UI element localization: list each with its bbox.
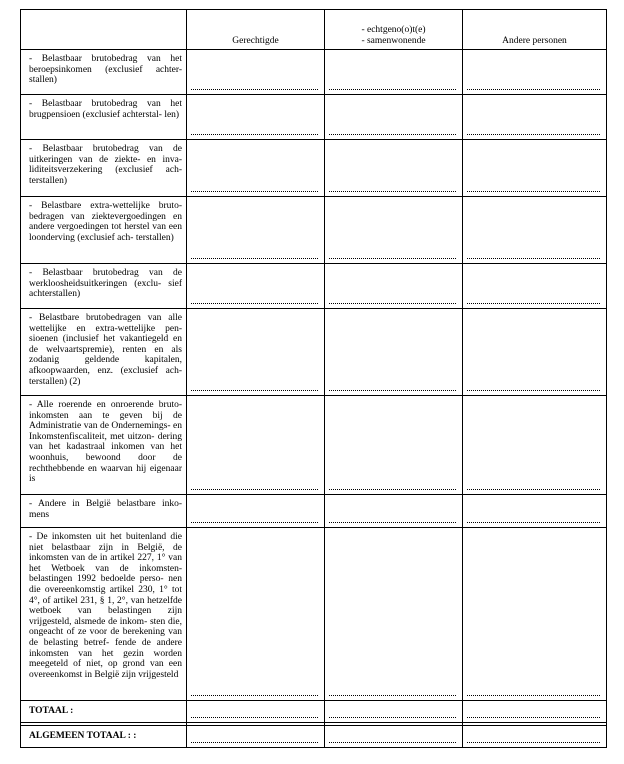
income-row-label: - Belastbaar brutobedrag van het beroepsinkomen (exclusief achter- stallen)	[21, 50, 187, 95]
totaal-row	[21, 701, 607, 723]
income-row-label: - Belastbaar brutobedrag van het brugpensioen (exclusief achterstal- len)	[21, 95, 187, 140]
dotted-line	[329, 521, 456, 523]
algemeen-totaal-gerechtigde-field[interactable]	[187, 726, 325, 748]
header-row	[21, 10, 607, 50]
amount-field-echtgenoot[interactable]	[325, 264, 463, 309]
income-row	[21, 140, 607, 197]
income-row-label: - Alle roerende en onroerende bruto- inkomsten aan te geven bij de Administratie van de Ondernemings- en Inkomstenfiscaliteit, met uitzon- dering van het kadastraal inkomen van het woonhuis, bewoond door de rechthebbende en waarvan hij eigenaar is	[21, 396, 187, 495]
header-gerechtigde-label: Gerechtigde	[232, 35, 279, 46]
dotted-line	[467, 488, 600, 490]
totaal-andere-field[interactable]	[463, 701, 607, 723]
amount-field-echtgenoot[interactable]	[325, 495, 463, 528]
income-row	[21, 495, 607, 528]
dotted-line	[329, 389, 456, 391]
dotted-line	[329, 257, 456, 259]
amount-field-gerechtigde[interactable]	[187, 495, 325, 528]
income-declaration-table	[20, 9, 607, 748]
header-empty-cell	[21, 10, 187, 50]
amount-field-andere[interactable]	[463, 140, 607, 197]
income-row-label: - De inkomsten uit het buitenland die niet belastbaar zijn in België, de inkomsten van de in artikel 227, 1° van het Wetboek van de inkomsten- belastingen 1992 bedoelde perso- nen die overeenkomstig artikel 230, 1° tot 4°, of artikel 231, § 1, 2°, van hetzelfde wetboek van belastingen zijn vrijgesteld, alsmede de inkom- sten die, ongeacht of ze voor de berekening van de belasting betref- fende de andere inkomsten van het gezin worden meegeteld of niet, op grond van een overeenkomst in België zijn vrijgesteld	[21, 528, 187, 701]
header-echtgenoot-label: - echtgeno(o)t(e)	[361, 25, 426, 35]
income-row-label: - Belastbaar brutobedrag van de uitkeringen van de ziekte- en inva- liditeitsverzekering (exclusief ach- terstallen)	[21, 140, 187, 197]
amount-field-andere[interactable]	[463, 495, 607, 528]
amount-field-gerechtigde[interactable]	[187, 140, 325, 197]
amount-field-andere[interactable]	[463, 50, 607, 95]
algemeen-totaal-andere-field[interactable]	[463, 726, 607, 748]
income-row	[21, 396, 607, 495]
dotted-line	[467, 302, 600, 304]
income-row	[21, 528, 607, 701]
dotted-line	[329, 88, 456, 90]
amount-field-gerechtigde[interactable]	[187, 50, 325, 95]
amount-field-andere[interactable]	[463, 197, 607, 264]
dotted-line	[329, 488, 456, 490]
income-row-label: - Belastbare extra-wettelijke bruto- bedragen van ziektevergoedingen en andere vergoedingen tot herstel van een loonderving (exclusief ach- terstallen)	[21, 197, 187, 264]
amount-field-gerechtigde[interactable]	[187, 95, 325, 140]
income-row	[21, 264, 607, 309]
income-row	[21, 309, 607, 396]
amount-field-echtgenoot[interactable]	[325, 396, 463, 495]
amount-field-echtgenoot[interactable]	[325, 197, 463, 264]
dotted-line	[191, 302, 318, 304]
dotted-line	[329, 190, 456, 192]
income-row	[21, 50, 607, 95]
algemeen-totaal-label: ALGEMEEN TOTAAL : :	[21, 726, 187, 748]
algemeen-totaal-row	[21, 726, 607, 748]
amount-field-gerechtigde[interactable]	[187, 309, 325, 396]
dotted-line	[191, 694, 318, 696]
amount-field-gerechtigde[interactable]	[187, 264, 325, 309]
dotted-line	[191, 88, 318, 90]
dotted-line	[191, 257, 318, 259]
amount-field-gerechtigde[interactable]	[187, 197, 325, 264]
dotted-line	[191, 488, 318, 490]
header-andere-personen	[463, 10, 607, 50]
dotted-line	[467, 389, 600, 391]
dotted-line	[329, 694, 456, 696]
amount-field-gerechtigde[interactable]	[187, 528, 325, 701]
totaal-echtgenoot-field[interactable]	[325, 701, 463, 723]
income-row-label: - Belastbaar brutobedrag van de werkloosheidsuitkeringen (exclu- sief achterstallen)	[21, 264, 187, 309]
totaal-label: TOTAAL :	[21, 701, 187, 723]
amount-field-echtgenoot[interactable]	[325, 309, 463, 396]
amount-field-echtgenoot[interactable]	[325, 95, 463, 140]
header-echtgenoot	[325, 10, 463, 50]
dotted-line	[467, 694, 600, 696]
amount-field-andere[interactable]	[463, 528, 607, 701]
income-row	[21, 95, 607, 140]
dotted-line	[329, 133, 456, 135]
dotted-line	[467, 190, 600, 192]
dotted-line	[467, 133, 600, 135]
dotted-line	[467, 257, 600, 259]
dotted-line	[467, 88, 600, 90]
income-rows	[21, 50, 607, 701]
amount-field-gerechtigde[interactable]	[187, 396, 325, 495]
header-gerechtigde	[187, 10, 325, 50]
totaal-gerechtigde-field[interactable]	[187, 701, 325, 723]
amount-field-echtgenoot[interactable]	[325, 528, 463, 701]
income-row-label: - Andere in België belastbare inko- mens	[21, 495, 187, 528]
header-samenwonende-label: - samenwonende	[361, 35, 426, 46]
dotted-line	[191, 133, 318, 135]
dotted-line	[191, 521, 318, 523]
algemeen-totaal-echtgenoot-field[interactable]	[325, 726, 463, 748]
header-andere-personen-label: Andere personen	[502, 35, 567, 46]
dotted-line	[329, 302, 456, 304]
amount-field-andere[interactable]	[463, 264, 607, 309]
income-row-label: - Belastbare brutobedragen van alle wettelijke en extra-wettelijke pen- sioenen (inclusief het vakantiegeld en de welvaartspremie), renten en als zodanig geldende kapitalen, afkoopwaarden, enz. (exclusief ach- terstallen) (2)	[21, 309, 187, 396]
amount-field-andere[interactable]	[463, 95, 607, 140]
amount-field-echtgenoot[interactable]	[325, 140, 463, 197]
amount-field-echtgenoot[interactable]	[325, 50, 463, 95]
amount-field-andere[interactable]	[463, 309, 607, 396]
amount-field-andere[interactable]	[463, 396, 607, 495]
dotted-line	[191, 389, 318, 391]
income-row	[21, 197, 607, 264]
dotted-line	[191, 190, 318, 192]
dotted-line	[467, 521, 600, 523]
